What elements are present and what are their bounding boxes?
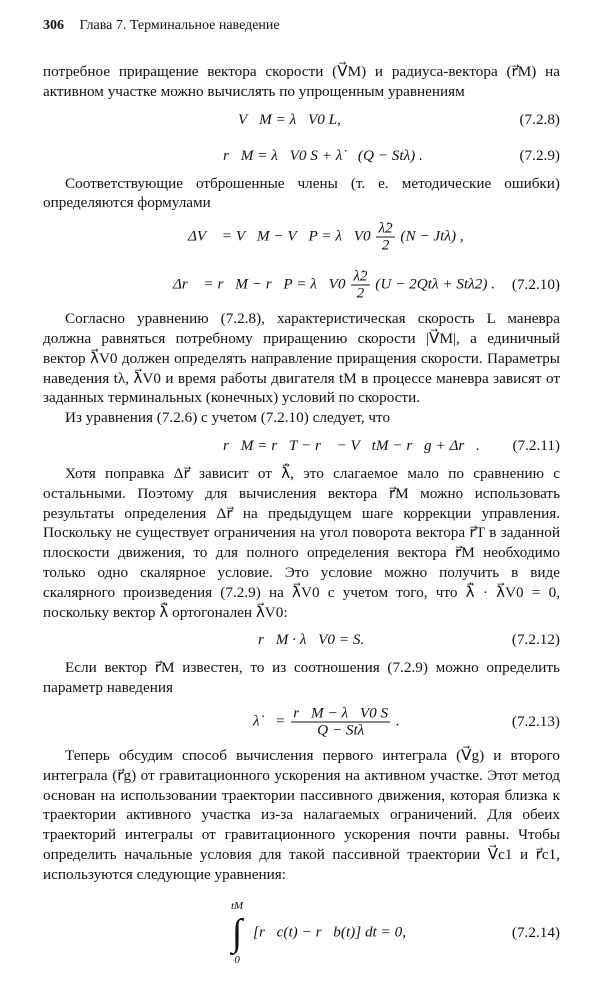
fraction-denominator: Q − Stλ [291,721,390,738]
paragraph-3: Согласно уравнению (7.2.8), характеристическая скорость L маневра должна равняться потребному приращению скорости |V⃗M|, а единичный вектор λ⃗V0 должен определять направление приращения скорости. Параметры наведения tλ, λ⃗V0 и время работы двигателя tM в процессе маневра зависят от заданных терминальных (конечных) условий по скорости. [43,310,560,407]
paragraph-4: Из уравнения (7.2.6) с учетом (7.2.10) следует, что [65,409,391,427]
equation-delta-v [43,213,560,261]
book-page [43,18,560,981]
equation-formula: r⃗M = r⃗T − r⃗ − V⃗tM − r⃗g + Δr⃗. [223,436,480,454]
equation-formula [173,269,495,302]
equation-right: (U − 2Qtλ + Stλ2) . [375,275,496,293]
fraction-numerator: r⃗M − λ⃗V0 S [293,704,389,722]
equation-formula [253,705,400,738]
equation-formula [231,899,406,967]
equation-number: (7.2.13) [511,712,560,730]
equation-7-2-8 [43,102,560,138]
fraction-denominator: 2 [351,285,369,302]
equation-7-2-13 [43,698,560,746]
paragraph-7: Теперь обсудим способ вычисления первого интеграла (V⃗g) и второго интеграла (r⃗g) от гравитационного ускорения на активном участке. Этот метод основан на использовании траектории пассивного движения, которая близка к траектории активного участка из-за налагаемых ограничений. Для обеих траекторий интегралы от гравитационного ускорения почти равны. Чтобы определить начальные условия для такой пассивной траектории V⃗c1 и r⃗c1, используются следующие уравнения: [43,746,560,883]
equation-formula: r⃗M · λ⃗V0 = S. [258,631,365,649]
page-number: 306 [43,18,64,33]
equation-7-2-14 [43,885,560,981]
equation-number: (7.2.10) [511,276,560,294]
equation-right: . [395,712,400,730]
equation-left: Δr⃗ = r⃗M − r⃗P = λ⃗V0 [173,275,346,293]
equation-formula [188,221,464,254]
fraction-denominator: 2 [376,237,394,254]
integral-sign [231,899,243,967]
paragraph-2: Соответствующие отброшенные члены (т. е. методические ошибки) определяются формулами [43,174,560,212]
paragraph-5: Хотя поправка Δr⃗ зависит от λ̇⃗, это слагаемое мало по сравнению с остальными. Поэтому для вычисления вектора r⃗M можно использовать результаты определения Δr⃗ на предыдущем шаге коррекции управления. Поскольку не существует ограничения на угол поворота вектора r⃗T в заданной плоскости движения, то для полного определения вектора r⃗M необходимо только одно скалярное условие. Это условие можно получить в виде скалярного произведения (7.2.9) на λ⃗V0 с учетом того, что λ̇⃗ · λ⃗V0 = 0, поскольку вектор λ̇⃗ ортогонален λ⃗V0: [43,464,560,621]
page-header [43,18,560,40]
paragraph-1: потребное приращение вектора скорости (V⃗M) и радиуса-вектора (r⃗M) на активном участке можно вычислять по упрощенным уравнениям [43,63,560,100]
equation-7-2-9 [43,138,560,174]
integral-upper-limit: tM [231,899,244,912]
equation-left: λ̇⃗ = [253,712,286,730]
equation-formula: V⃗M = λ⃗V0 L, [238,110,341,128]
fraction [376,221,394,254]
fraction-numerator: λ̇2 [353,267,368,285]
integral-body: [r⃗c(t) − r⃗b(t)] dt = 0, [253,923,406,940]
equation-number: (7.2.11) [512,436,560,454]
fraction [351,269,369,302]
equation-number: (7.2.9) [519,146,560,164]
equation-right: (N − Jtλ) , [400,227,464,245]
fraction [291,705,390,738]
chapter-title: Глава 7. Терминальное наведение [79,18,280,33]
equation-number: (7.2.8) [519,110,560,128]
equation-7-2-12 [43,622,560,658]
paragraph-6: Если вектор r⃗M известен, то из соотношения (7.2.9) можно определить параметр наведения [43,659,560,697]
equation-7-2-11 [43,428,560,464]
equation-formula: r⃗M = λ⃗V0 S + λ̇⃗ (Q − Stλ) . [223,146,423,164]
integral-symbol: ∫ [231,911,243,954]
equation-7-2-10 [43,261,560,309]
equation-left: ΔV⃗ = V⃗M − V⃗P = λ⃗V0 [188,227,371,245]
integral-lower-limit: 0 [234,953,240,966]
equation-number: (7.2.12) [511,631,560,649]
fraction-numerator: λ̇2 [378,219,393,237]
equation-number: (7.2.14) [511,923,560,941]
